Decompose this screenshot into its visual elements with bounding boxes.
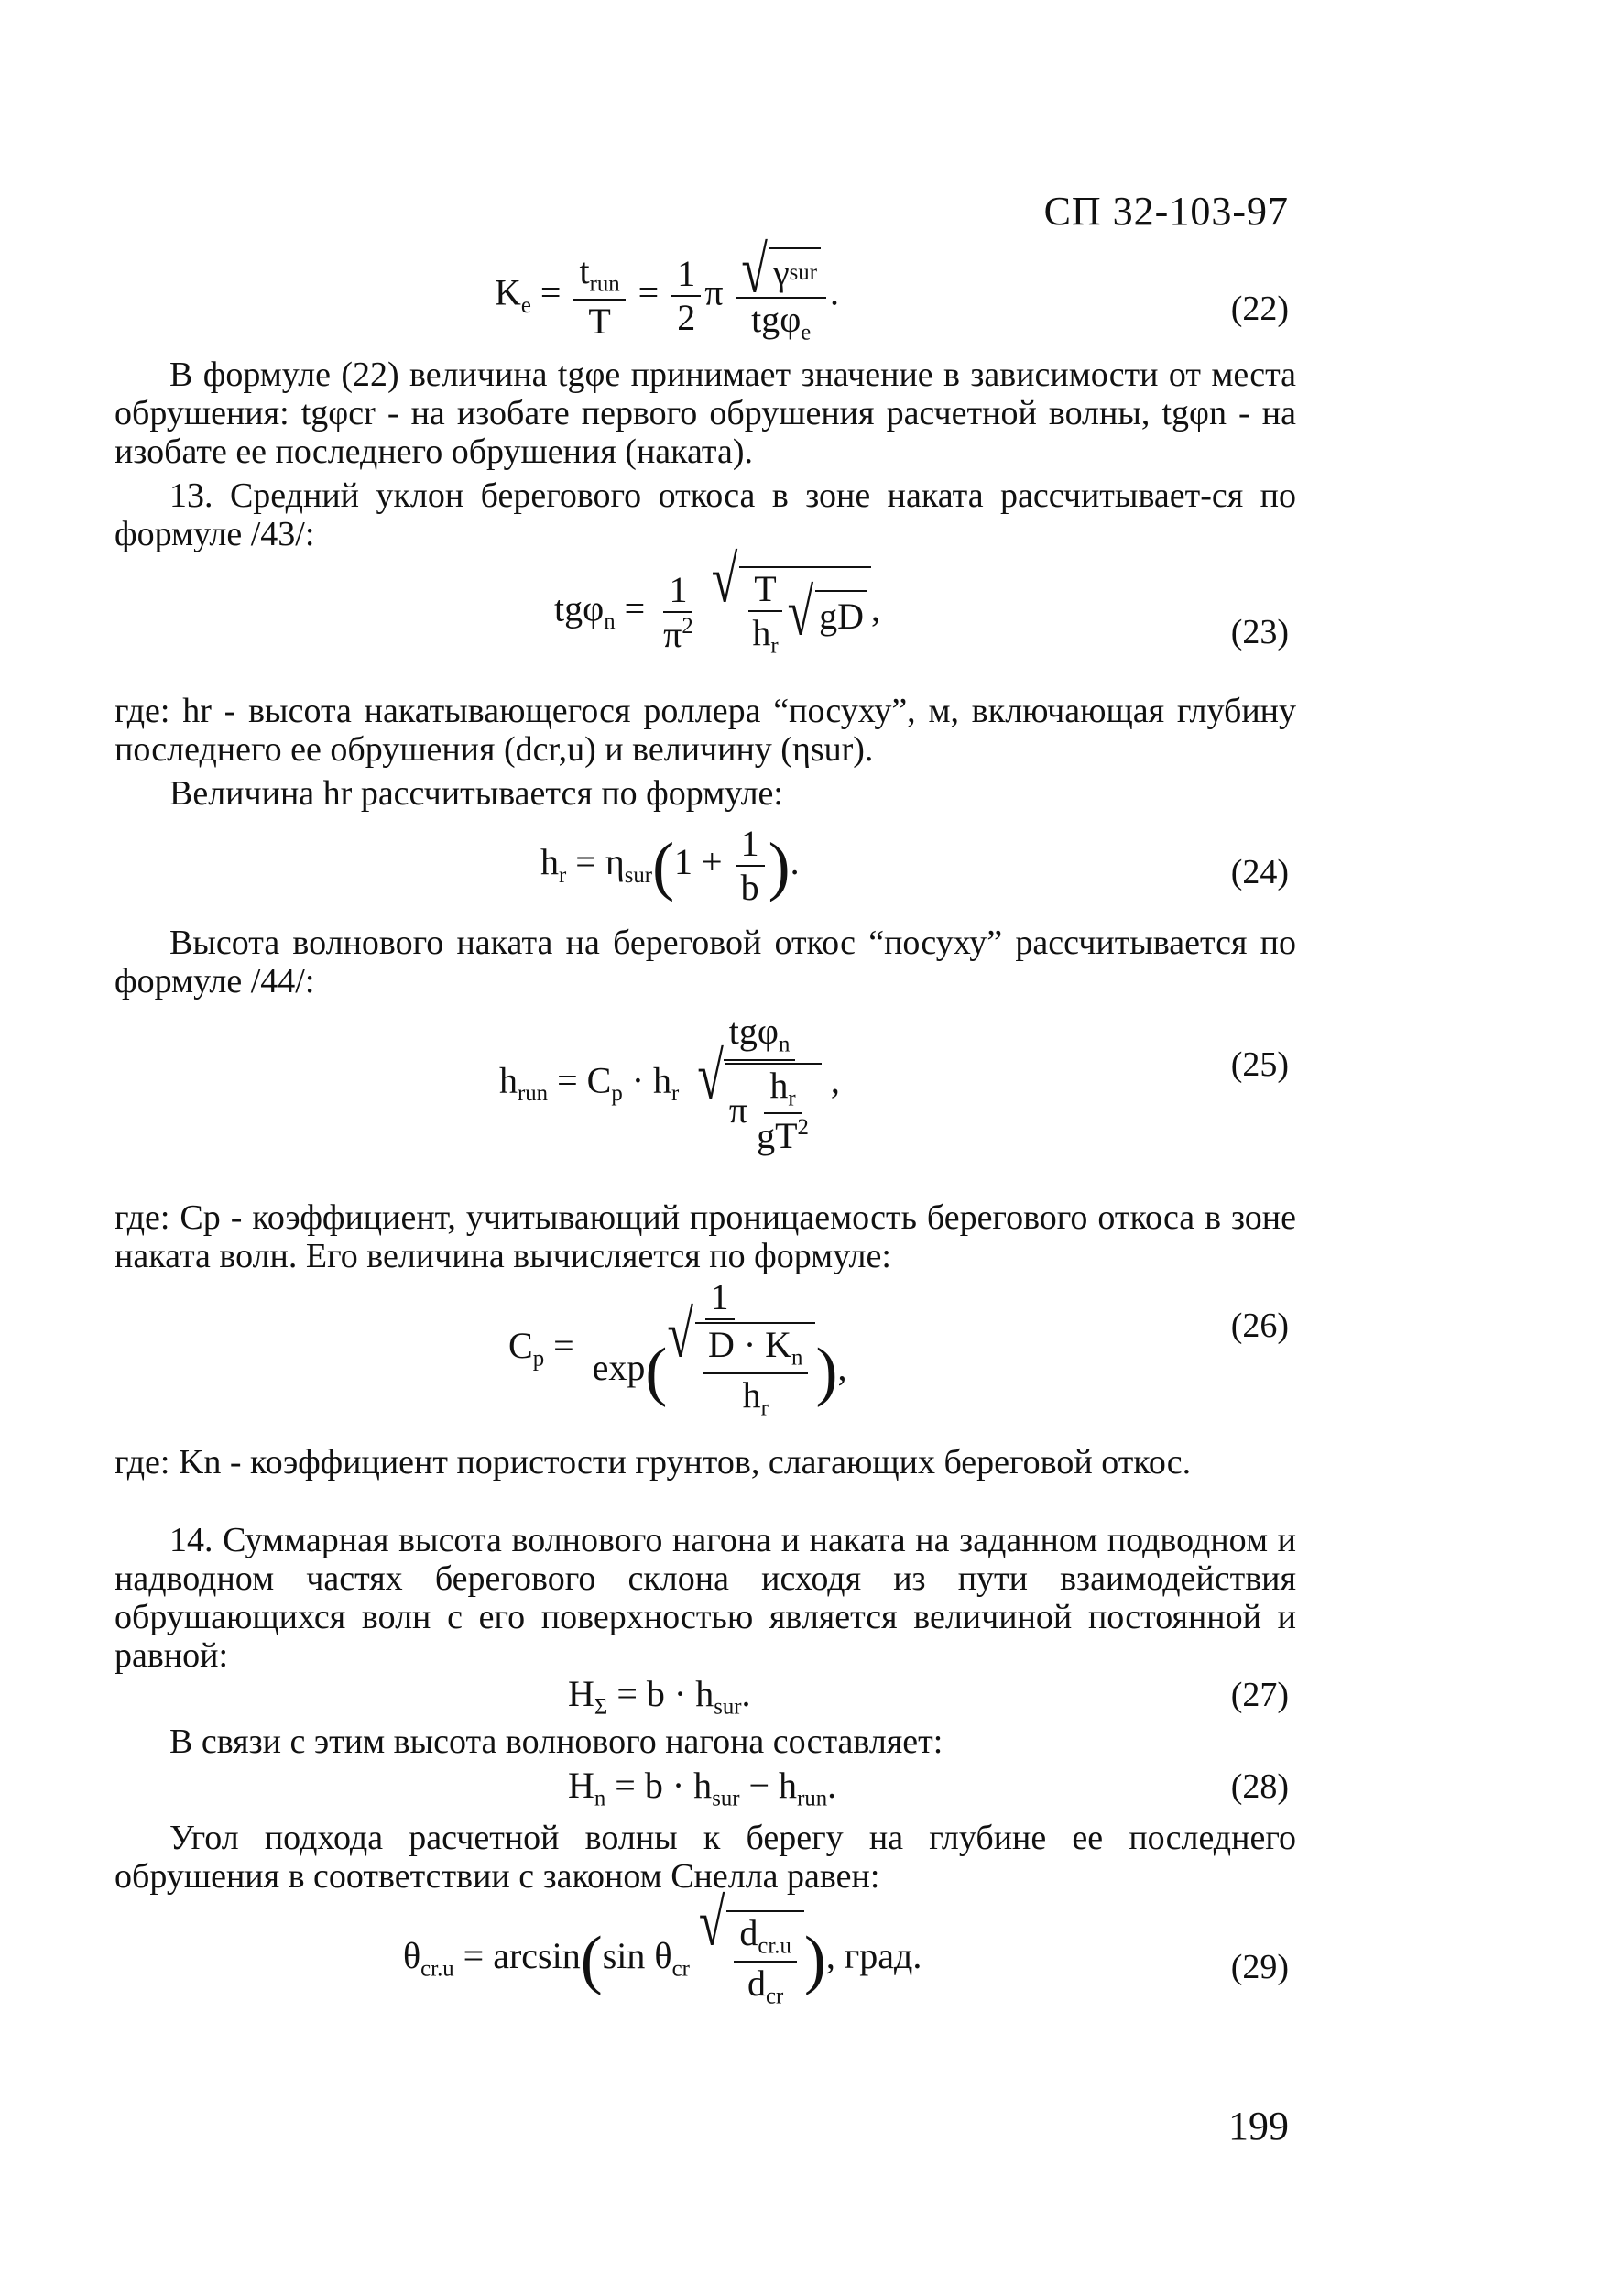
paragraph-snell: Угол подхода расчетной волны к берегу на глубине ее последнего обрушения в соответствии с законом Снелла равен: <box>115 1819 1296 1896</box>
fraction: $\frac{t_{run}}{T}$ <box>573 252 625 341</box>
fraction: $\frac{1}{\pi^2}$ <box>663 568 693 655</box>
equation-number-22: (22) <box>1230 290 1289 328</box>
paragraph-tg-explanation: В формуле (22) величина tgφe принимает значение в зависимости от места обрушения: tgφcr - на изобате первого обрушения расчетной волны, tgφn - на изобате ее последнего обрушения (наката). <box>115 355 1296 471</box>
formula-28: $H_n = b \cdot h_{sur} - h_{run}$. <box>568 1765 837 1811</box>
formula-24: $h_r = \eta_{sur}(1$ + $\frac{1}{b}$ ). <box>540 823 800 908</box>
fraction: 1 exp( √ $\frac{D \cdot K_n}{h_r}$ ), <box>592 1276 847 1421</box>
fraction: $\frac{1}{2}$ <box>671 255 701 337</box>
formula-25: $h_{run} = C_p \cdot h_r$ tgφ$_n$ √ π $\frac{h_r}{gT^2}$ , <box>499 1011 840 1157</box>
document-code-header: СП 32-103-97 <box>1043 189 1289 234</box>
formula-23: tgφ$_n$ = $\frac{1}{\pi^2}$ √ $\frac{T}{h_r}$ √ gD , <box>554 543 881 659</box>
fraction: tgφ$_n$ √ π $\frac{h_r}{gT^2}$ <box>692 1012 827 1155</box>
paragraph-runup-intro: Высота волнового наката на береговой откос “посуху” рассчитывается по формуле /44/: <box>115 924 1296 1000</box>
paragraph-setup-intro: В связи с этим высота волнового нагона составляет: <box>169 1722 943 1761</box>
square-root: √ $\frac{T}{h_r}$ √ gD <box>712 566 871 659</box>
formula-29: $\theta_{cr.u} = \arcsin(\sin$ $\theta_{cr}$ √ $\frac{d_{cr.u}}{d_{cr}}$ ), град. <box>403 1886 922 2009</box>
formula-22: $K_e$ = $\frac{t_{run}}{T}$ = $\frac{1}{2}$ π √ γ sur tgφ$_e$ . <box>495 234 839 345</box>
equation-number-23: (23) <box>1230 613 1289 651</box>
square-root: √ $\frac{d_{cr.u}}{d_{cr}}$ <box>699 1910 804 2008</box>
equation-number-26: (26) <box>1230 1307 1289 1345</box>
formula-27: $H_\Sigma = b \cdot h_{sur}$. <box>568 1673 751 1720</box>
fraction: $\frac{1}{b}$ <box>736 825 765 907</box>
equation-number-24: (24) <box>1230 853 1289 891</box>
paragraph-cp-definition: где: Cp - коэффициент, учитывающий проницаемость берегового откоса в зоне наката волн. Его величина вычисляется по формуле: <box>115 1198 1296 1275</box>
page-number: 199 <box>1228 2104 1289 2148</box>
paragraph-14: 14. Суммарная высота волнового нагона и наката на заданном подводном и надводном частях берегового склона исходя из пути взаимодействия обрушающихся волн с его поверхностью является величиной постоянной и равной: <box>115 1521 1296 1675</box>
equation-number-29: (29) <box>1230 1948 1289 1986</box>
paragraph-13: 13. Средний уклон берегового откоса в зоне наката рассчитывает-ся по формуле /43/: <box>115 476 1296 553</box>
equation-number-28: (28) <box>1230 1767 1289 1806</box>
fraction: √ γ sur tgφ$_e$ <box>736 247 826 345</box>
paragraph-hr-definition: где: hr - высота накатывающегося роллера “посуху”, м, включающая глубину последнего ее обрушения (dcr,u) и величину (ηsur). <box>115 692 1296 769</box>
equation-number-27: (27) <box>1230 1676 1289 1714</box>
formula-26: $C_p$ = 1 exp( √ $\frac{D \cdot K_n}{h_r}$ ), <box>508 1278 856 1420</box>
paragraph-kn-definition: где: Kn - коэффициент пористости грунтов, слагающих береговой откос. <box>115 1443 1192 1481</box>
equation-number-25: (25) <box>1230 1045 1289 1084</box>
paragraph-hr-intro: Величина hr рассчитывается по формуле: <box>169 774 783 813</box>
